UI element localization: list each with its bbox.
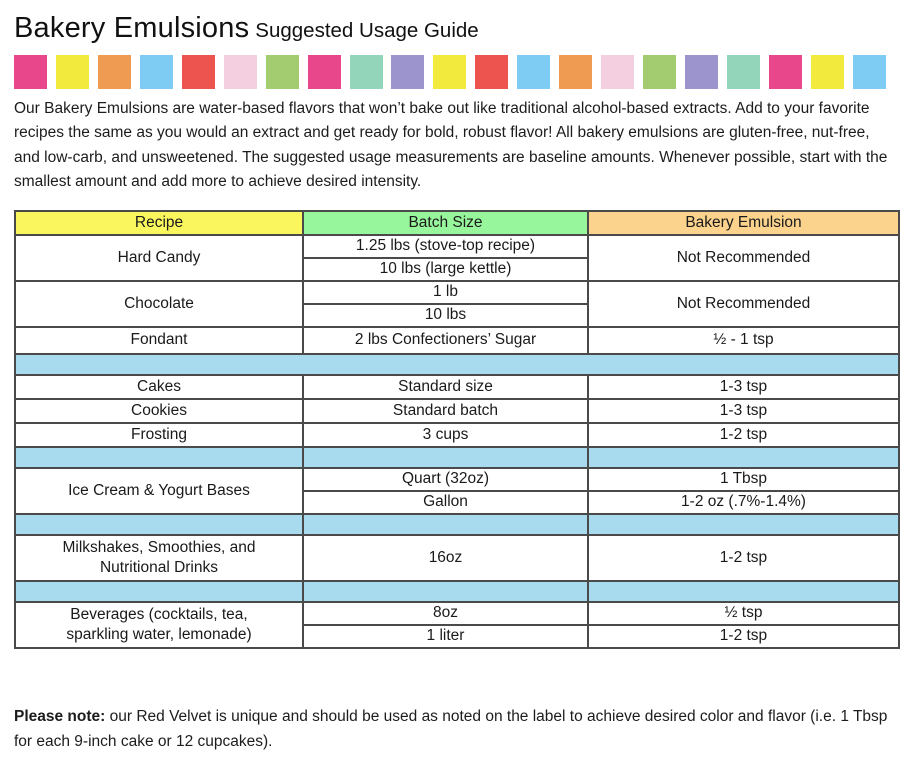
recipe-label: Beverages (cocktails, tea, sparkling water, lemonade) xyxy=(66,606,252,643)
batch-cell: 16oz xyxy=(303,535,588,581)
separator-band xyxy=(15,354,899,375)
emulsion-cell: ½ - 1 tsp xyxy=(588,327,899,354)
table-row-fondant xyxy=(15,327,899,354)
separator-row xyxy=(15,354,899,375)
table-row-beverages xyxy=(15,602,899,625)
separator-cell xyxy=(588,514,899,535)
table-row-ice-cream xyxy=(15,468,899,491)
emulsion-cell: 1-2 tsp xyxy=(588,423,899,447)
note-text: our Red Velvet is unique and should be used as noted on the label to achieve desired color and flavor (i.e. 1 Tbsp for each 9-inch cake or 12 cupcakes). xyxy=(14,707,888,750)
emulsion-cell: 1 Tbsp xyxy=(588,468,899,491)
note-paragraph xyxy=(14,705,896,755)
batch-cell: 2 lbs Confectioners’ Sugar xyxy=(303,327,588,354)
color-swatch xyxy=(433,55,466,89)
table-row-milkshakes xyxy=(15,535,899,581)
batch-cell: Standard size xyxy=(303,375,588,399)
color-swatch xyxy=(685,55,718,89)
batch-cell: Quart (32oz) xyxy=(303,468,588,491)
color-strip xyxy=(14,55,886,89)
table-row-cookies xyxy=(15,399,899,423)
batch-cell: 3 cups xyxy=(303,423,588,447)
color-swatch xyxy=(14,55,47,89)
color-swatch xyxy=(350,55,383,89)
separator-row xyxy=(15,581,899,602)
emulsion-cell: 1-3 tsp xyxy=(588,399,899,423)
color-swatch xyxy=(266,55,299,89)
recipe-cell: Frosting xyxy=(15,423,303,447)
batch-cell: 10 lbs xyxy=(303,304,588,327)
color-swatch xyxy=(475,55,508,89)
separator-row xyxy=(15,447,899,468)
emulsion-cell: 1-2 tsp xyxy=(588,625,899,648)
recipe-cell xyxy=(15,535,303,581)
emulsion-cell: 1-2 tsp xyxy=(588,535,899,581)
intro-paragraph: Our Bakery Emulsions are water-based flavors that won’t bake out like traditional alcohol-based extracts. Add to your favorite recipes the same as you would an extract and get ready for bold, robust flavor! All bakery emulsions are gluten-free, nut-free, and low-carb, and unsweetened. The suggested usage measurements are baseline amounts. Whenever possible, start with the smallest amount and add more to achieve desired intensity. xyxy=(14,100,888,191)
recipe-cell: Ice Cream & Yogurt Bases xyxy=(15,468,303,514)
batch-cell: 1.25 lbs (stove-top recipe) xyxy=(303,235,588,258)
table-row-cakes xyxy=(15,375,899,399)
separator-cell xyxy=(588,447,899,468)
emulsion-cell: Not Recommended xyxy=(588,281,899,327)
color-swatch xyxy=(391,55,424,89)
color-swatch xyxy=(98,55,131,89)
separator-cell xyxy=(303,447,588,468)
color-swatch xyxy=(224,55,257,89)
table-header-row xyxy=(15,211,899,235)
separator-cell xyxy=(303,581,588,602)
table-row-frosting xyxy=(15,423,899,447)
color-swatch xyxy=(727,55,760,89)
page-title xyxy=(14,12,897,45)
recipe-cell: Cakes xyxy=(15,375,303,399)
recipe-cell xyxy=(15,602,303,648)
usage-table xyxy=(14,210,900,649)
table-row-hard-candy xyxy=(15,235,899,258)
color-swatch xyxy=(140,55,173,89)
separator-cell xyxy=(303,514,588,535)
title-subtitle: Suggested Usage Guide xyxy=(255,19,479,42)
color-swatch xyxy=(769,55,802,89)
color-swatch xyxy=(601,55,634,89)
emulsion-cell: 1-3 tsp xyxy=(588,375,899,399)
recipe-label: Milkshakes, Smoothies, and Nutritional Drinks xyxy=(62,539,256,576)
separator-cell xyxy=(588,581,899,602)
recipe-cell: Cookies xyxy=(15,399,303,423)
emulsion-cell: 1-2 oz (.7%-1.4%) xyxy=(588,491,899,514)
recipe-cell: Fondant xyxy=(15,327,303,354)
color-swatch xyxy=(853,55,886,89)
color-swatch xyxy=(182,55,215,89)
color-swatch xyxy=(811,55,844,89)
recipe-cell: Hard Candy xyxy=(15,235,303,281)
separator-cell xyxy=(15,581,303,602)
emulsion-cell: ½ tsp xyxy=(588,602,899,625)
header-batch-size: Batch Size xyxy=(303,211,588,235)
recipe-cell: Chocolate xyxy=(15,281,303,327)
color-swatch xyxy=(517,55,550,89)
separator-row xyxy=(15,514,899,535)
batch-cell: 1 liter xyxy=(303,625,588,648)
color-swatch xyxy=(56,55,89,89)
header-recipe: Recipe xyxy=(15,211,303,235)
title-main: Bakery Emulsions xyxy=(14,12,250,44)
color-swatch xyxy=(308,55,341,89)
note-label: Please note: xyxy=(14,707,106,725)
batch-cell: Standard batch xyxy=(303,399,588,423)
header-bakery-emulsion: Bakery Emulsion xyxy=(588,211,899,235)
emulsion-cell: Not Recommended xyxy=(588,235,899,281)
batch-cell: 10 lbs (large kettle) xyxy=(303,258,588,281)
batch-cell: 1 lb xyxy=(303,281,588,304)
batch-cell: 8oz xyxy=(303,602,588,625)
separator-cell xyxy=(15,447,303,468)
separator-cell xyxy=(15,514,303,535)
batch-cell: Gallon xyxy=(303,491,588,514)
color-swatch xyxy=(643,55,676,89)
color-swatch xyxy=(559,55,592,89)
table-row-chocolate xyxy=(15,281,899,304)
